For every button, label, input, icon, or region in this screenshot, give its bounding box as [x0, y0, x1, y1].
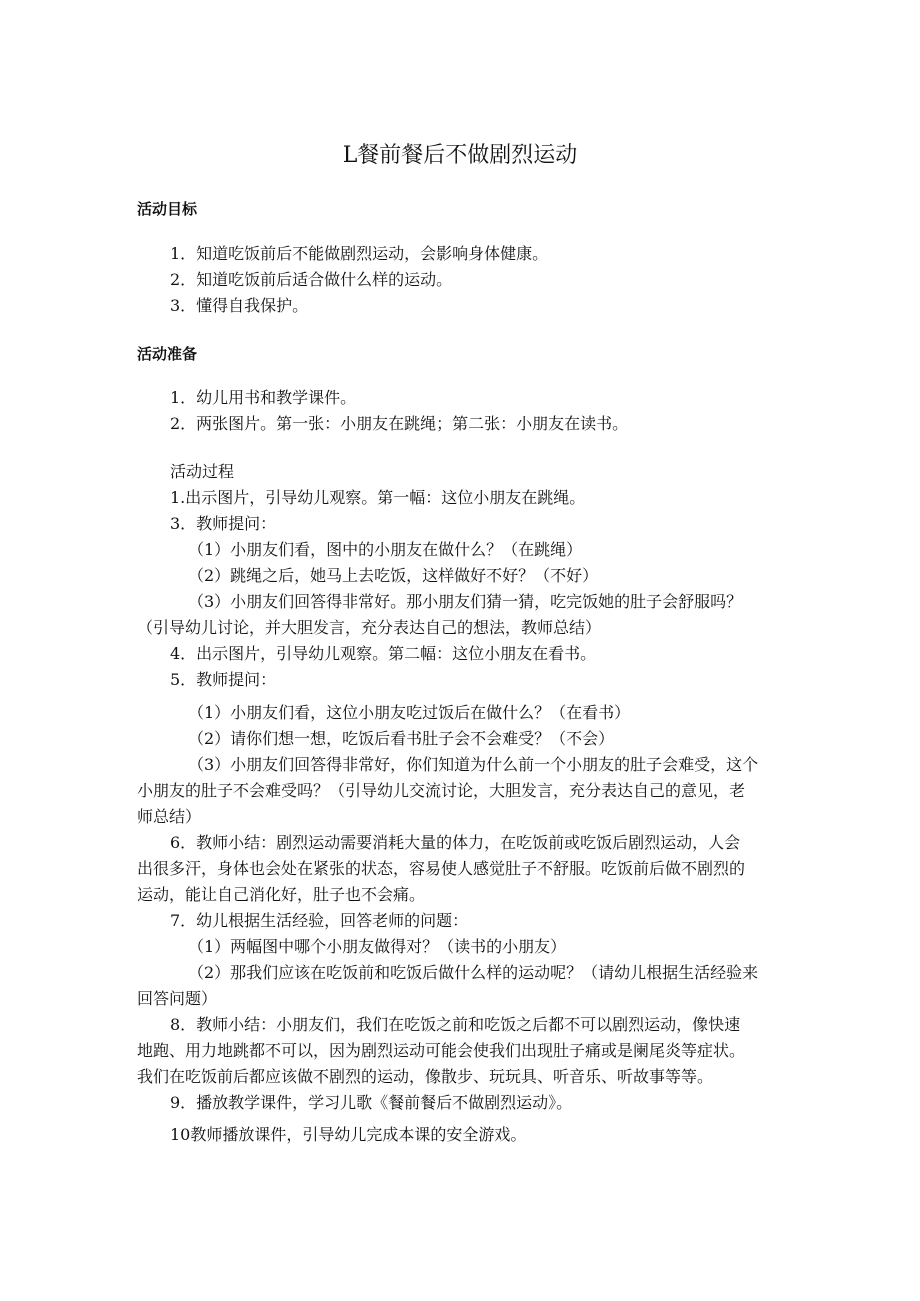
process-line: 4．出示图片，引导幼儿观察。第二幅：这位小朋友在看书。 — [170, 644, 597, 663]
process-line: （2）请你们想一想，吃饭后看书肚子会不会难受？（不会） — [188, 729, 615, 748]
process-line: 运动，能让自己消化好，肚子也不会痛。 — [137, 885, 426, 904]
process-line: 5．教师提问： — [170, 670, 277, 689]
process-line: 地跑、用力地跳都不可以，因为剧烈运动可能会使我们出现肚子痛或是阑尾炎等症状。 — [137, 1041, 746, 1060]
process-line: 回答问题） — [137, 989, 218, 1008]
preparation-item: 2．两张图片。第一张：小朋友在跳绳；第二张：小朋友在读书。 — [170, 414, 629, 433]
process-line: 出很多汗，身体也会处在紧张的状态，容易使人感觉肚子不舒服。吃饭前后做不剧烈的 — [137, 859, 746, 878]
process-line: 我们在吃饭前后都应该做不剧烈的运动，像散步、玩玩具、听音乐、听故事等等。 — [137, 1067, 714, 1086]
process-line: （1）两幅图中哪个小朋友做得对？（读书的小朋友） — [188, 937, 567, 956]
section-heading-process: 活动过程 — [170, 462, 235, 481]
goal-item: 2．知道吃饭前后适合做什么样的运动。 — [170, 270, 453, 289]
process-line: （1）小朋友们看，这位小朋友吃过饭后在做什么？（在看书） — [188, 703, 631, 722]
section-heading-goals: 活动目标 — [137, 200, 198, 218]
page-title: L餐前餐后不做剧烈运动 — [342, 143, 578, 168]
process-line: 3．教师提问： — [170, 514, 277, 533]
process-line: 7．幼儿根据生活经验，回答老师的问题： — [170, 911, 469, 930]
preparation-item: 1．幼儿用书和教学课件。 — [170, 388, 357, 407]
process-line: （3）小朋友们回答得非常好，你们知道为什么前一个小朋友的肚子会难受，这个 — [188, 755, 759, 774]
process-line: （引导幼儿讨论，并大胆发言，充分表达自己的想法，教师总结） — [137, 618, 602, 637]
process-line: （1）小朋友们看，图中的小朋友在做什么？（在跳绳） — [188, 540, 583, 559]
process-line: 8．教师小结：小朋友们，我们在吃饭之前和吃饭之后都不可以剧烈运动，像快速 — [170, 1015, 741, 1034]
process-line: 小朋友的肚子不会难受吗？（引导幼儿交流讨论，大胆发言，充分表达自己的意见，老 — [137, 781, 746, 800]
process-line: 6．教师小结：剧烈运动需要消耗大量的体力，在吃饭前或吃饭后剧烈运动，人会 — [170, 833, 741, 852]
goal-item: 1．知道吃饭前后不能做剧烈运动，会影响身体健康。 — [170, 244, 549, 263]
section-heading-preparation: 活动准备 — [137, 345, 198, 363]
process-line: （2）跳绳之后，她马上去吃饭，这样做好不好？（不好） — [188, 566, 599, 585]
process-line: 1.出示图片，引导幼儿观察。第一幅：这位小朋友在跳绳。 — [170, 488, 586, 507]
process-line: （3）小朋友们回答得非常好。那小朋友们猜一猜，吃完饭她的肚子会舒服吗？ — [188, 592, 743, 611]
process-line: 10教师播放课件，引导幼儿完成本课的安全游戏。 — [170, 1125, 527, 1144]
process-line: 师总结） — [137, 807, 202, 826]
goal-item: 3．懂得自我保护。 — [170, 296, 309, 315]
process-line: （2）那我们应该在吃饭前和吃饭后做什么样的运动呢？（请幼儿根据生活经验来 — [188, 963, 759, 982]
process-line: 9．播放教学课件，学习儿歌《餐前餐后不做剧烈运动》。 — [170, 1093, 573, 1112]
